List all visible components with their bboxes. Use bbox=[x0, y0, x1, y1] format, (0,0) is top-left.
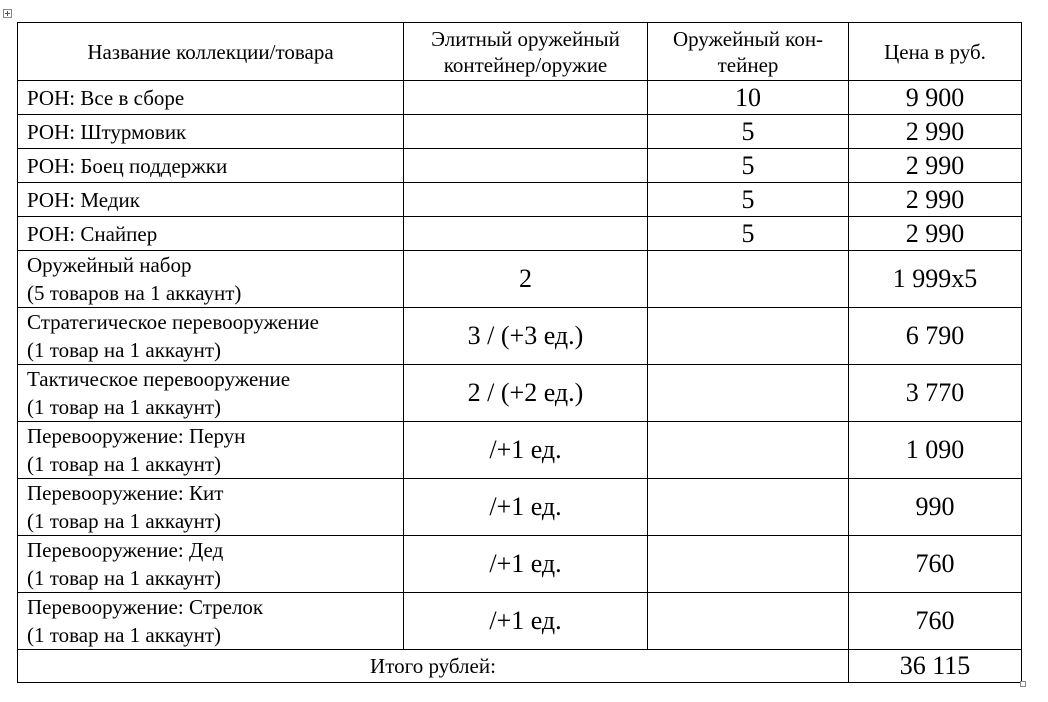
container-cell bbox=[648, 422, 849, 479]
elite-container-cell: 3 / (+3 ед.) bbox=[404, 308, 648, 365]
header-price: Цена в руб. bbox=[849, 23, 1022, 81]
item-name-cell bbox=[18, 365, 404, 422]
item-name: РОН: Все в сборе bbox=[27, 85, 185, 110]
header-row bbox=[18, 23, 1022, 81]
item-name: Перевооружение: Кит bbox=[27, 481, 224, 505]
elite-container-cell: /+1 ед. bbox=[404, 422, 648, 479]
elite-container-cell bbox=[404, 149, 648, 183]
table-row bbox=[18, 115, 1022, 149]
item-name-cell bbox=[18, 217, 404, 251]
elite-container-cell: /+1 ед. bbox=[404, 536, 648, 593]
table-row bbox=[18, 365, 1022, 422]
table-row bbox=[18, 217, 1022, 251]
item-name-cell bbox=[18, 183, 404, 217]
elite-container-cell: /+1 ед. bbox=[404, 593, 648, 650]
price-cell: 990 bbox=[849, 479, 1022, 536]
price-cell: 2 990 bbox=[849, 149, 1022, 183]
price-cell: 1 090 bbox=[849, 422, 1022, 479]
table-row bbox=[18, 81, 1022, 115]
item-name-cell bbox=[18, 81, 404, 115]
item-name: Стратегическое перевооружение bbox=[27, 310, 319, 334]
elite-container-cell bbox=[404, 183, 648, 217]
item-name-cell bbox=[18, 422, 404, 479]
container-cell: 10 bbox=[648, 81, 849, 115]
container-cell: 5 bbox=[648, 217, 849, 251]
item-name: РОН: Медик bbox=[27, 187, 140, 212]
price-cell: 2 990 bbox=[849, 115, 1022, 149]
table-move-handle-icon[interactable] bbox=[3, 9, 12, 18]
item-name: Тактическое перевооружение bbox=[27, 367, 291, 391]
container-cell bbox=[648, 593, 849, 650]
table-row bbox=[18, 183, 1022, 217]
item-limit: (1 товар на 1 аккаунт) bbox=[27, 509, 221, 533]
total-value: 36 115 bbox=[849, 650, 1022, 683]
item-limit: (1 товар на 1 аккаунт) bbox=[27, 452, 221, 476]
header-name: Название коллекции/товара bbox=[18, 23, 404, 81]
elite-container-cell: /+1 ед. bbox=[404, 479, 648, 536]
table-row bbox=[18, 593, 1022, 650]
item-name: РОН: Боец поддержки bbox=[27, 153, 228, 178]
table-body bbox=[18, 81, 1022, 650]
item-limit: (5 товаров на 1 аккаунт) bbox=[27, 281, 242, 305]
item-name: РОН: Снайпер bbox=[27, 221, 158, 246]
price-cell: 2 990 bbox=[849, 217, 1022, 251]
price-table bbox=[17, 22, 1022, 683]
item-name-cell bbox=[18, 149, 404, 183]
price-cell: 760 bbox=[849, 536, 1022, 593]
container-cell: 5 bbox=[648, 149, 849, 183]
item-limit: (1 товар на 1 аккаунт) bbox=[27, 566, 221, 590]
table-row bbox=[18, 479, 1022, 536]
item-name-cell bbox=[18, 115, 404, 149]
item-name-cell bbox=[18, 593, 404, 650]
item-limit: (1 товар на 1 аккаунт) bbox=[27, 338, 221, 362]
item-name: Оружейный набор bbox=[27, 253, 192, 277]
item-limit: (1 товар на 1 аккаунт) bbox=[27, 395, 221, 419]
item-name-cell bbox=[18, 536, 404, 593]
container-cell bbox=[648, 536, 849, 593]
elite-container-cell: 2 bbox=[404, 251, 648, 308]
item-name-cell bbox=[18, 479, 404, 536]
table-row bbox=[18, 251, 1022, 308]
item-name-cell bbox=[18, 308, 404, 365]
total-label: Итого рублей: bbox=[18, 650, 849, 683]
header-container: Оружейный кон-тейнер bbox=[648, 23, 849, 81]
item-name: Перевооружение: Дед bbox=[27, 538, 224, 562]
header-elite-container: Элитный оружейный контейнер/оружие bbox=[404, 23, 648, 81]
table-row bbox=[18, 536, 1022, 593]
item-name: РОН: Штурмовик bbox=[27, 119, 187, 144]
container-cell: 5 bbox=[648, 183, 849, 217]
elite-container-cell: 2 / (+2 ед.) bbox=[404, 365, 648, 422]
price-cell: 2 990 bbox=[849, 183, 1022, 217]
elite-container-cell bbox=[404, 115, 648, 149]
container-cell bbox=[648, 365, 849, 422]
container-cell: 5 bbox=[648, 115, 849, 149]
container-cell bbox=[648, 251, 849, 308]
item-name-cell bbox=[18, 251, 404, 308]
total-row bbox=[18, 650, 1022, 683]
price-cell: 3 770 bbox=[849, 365, 1022, 422]
container-cell bbox=[648, 479, 849, 536]
item-limit: (1 товар на 1 аккаунт) bbox=[27, 623, 221, 647]
table-resize-handle-icon[interactable] bbox=[1020, 681, 1026, 687]
price-cell: 6 790 bbox=[849, 308, 1022, 365]
item-name: Перевооружение: Перун bbox=[27, 424, 246, 448]
price-cell: 9 900 bbox=[849, 81, 1022, 115]
elite-container-cell bbox=[404, 217, 648, 251]
price-cell: 1 999х5 bbox=[849, 251, 1022, 308]
table-row bbox=[18, 308, 1022, 365]
table-row bbox=[18, 149, 1022, 183]
item-name: Перевооружение: Стрелок bbox=[27, 595, 264, 619]
table-row bbox=[18, 422, 1022, 479]
price-cell: 760 bbox=[849, 593, 1022, 650]
container-cell bbox=[648, 308, 849, 365]
elite-container-cell bbox=[404, 81, 648, 115]
